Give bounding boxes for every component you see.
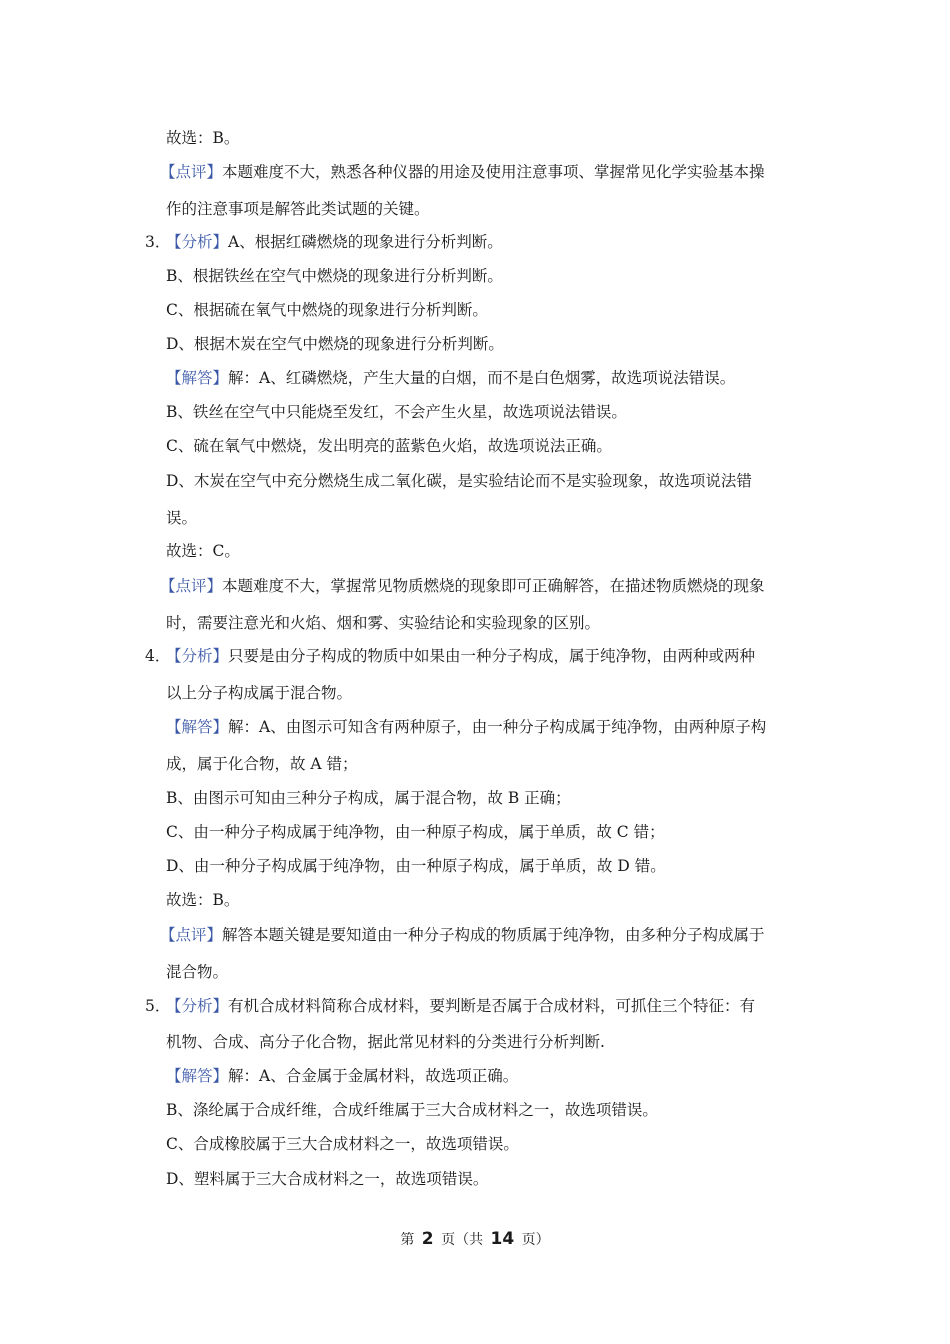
section-tag: 【解答】 <box>166 369 229 387</box>
footer-total-pages: 14 <box>490 1229 515 1249</box>
text-line <box>160 576 765 596</box>
line-text: 解：A、由图示可知含有两种原子，由一种分子构成属于纯净物，由两种原子构 <box>228 718 767 736</box>
page-footer <box>0 1229 950 1250</box>
text-line <box>166 890 239 910</box>
section-tag: 【解答】 <box>166 1067 229 1085</box>
text-line <box>166 300 488 320</box>
text-line <box>166 436 612 456</box>
text-line <box>166 996 755 1016</box>
section-tag: 【解答】 <box>166 718 229 736</box>
line-text: B、由图示可知由三种分子构成，属于混合物，故 B 正确； <box>166 789 571 807</box>
section-tag: 【点评】 <box>160 163 223 181</box>
text-line <box>166 1169 488 1189</box>
text-line <box>166 402 627 422</box>
text-line <box>166 683 352 703</box>
line-text: C、根据硫在氧气中燃烧的现象进行分析判断。 <box>166 301 488 319</box>
text-line <box>166 613 600 633</box>
section-tag: 【分析】 <box>166 647 229 665</box>
line-text: 时，需要注意光和火焰、烟和雾、实验结论和实验现象的区别。 <box>166 614 601 632</box>
line-text: 解：A、合金属于金属材料，故选项正确。 <box>228 1067 519 1085</box>
text-line <box>166 1032 605 1052</box>
line-text: 误。 <box>166 509 198 527</box>
line-text: 只要是由分子构成的物质中如果由一种分子构成，属于纯净物，由两种或两种 <box>228 647 756 665</box>
line-text: 机物、合成、高分子化合物，据此常见材料的分类进行分析判断. <box>166 1033 605 1051</box>
question-number: 4． <box>145 647 171 665</box>
line-text: 以上分子构成属于混合物。 <box>166 684 353 702</box>
line-text: C、硫在氧气中燃烧，发出明亮的蓝紫色火焰，故选项说法正确。 <box>166 437 612 455</box>
line-text: A、根据红磷燃烧的现象进行分析判断。 <box>228 233 503 251</box>
section-tag: 【分析】 <box>166 997 229 1015</box>
text-line <box>166 1066 518 1086</box>
footer-prefix: 第 <box>400 1232 415 1248</box>
line-text: B、根据铁丝在空气中燃烧的现象进行分析判断。 <box>166 267 503 285</box>
text-line <box>166 334 504 354</box>
section-tag: 【点评】 <box>160 577 223 595</box>
footer-suffix: 页） <box>521 1232 550 1248</box>
text-line <box>166 471 752 491</box>
question-number: 3． <box>145 233 171 251</box>
text-line <box>166 788 571 808</box>
footer-page-number: 2 <box>421 1229 434 1249</box>
text-line <box>166 541 240 561</box>
text-line <box>166 508 197 528</box>
text-line <box>166 232 503 252</box>
line-text: C、由一种分子构成属于纯净物，由一种原子构成，属于单质，故 C 错； <box>166 823 665 841</box>
text-line <box>166 1134 519 1154</box>
text-line <box>160 162 765 182</box>
line-text: B、涤纶属于合成纤维，合成纤维属于三大合成材料之一，故选项错误。 <box>166 1101 658 1119</box>
footer-middle: 页（共 <box>441 1232 484 1248</box>
line-text: D、由一种分子构成属于纯净物，由一种原子构成，属于单质，故 D 错。 <box>166 857 666 875</box>
line-text: D、木炭在空气中充分燃烧生成二氧化碳，是实验结论而不是实验现象，故选项说法错 <box>166 472 752 490</box>
line-text: D、塑料属于三大合成材料之一，故选项错误。 <box>166 1170 489 1188</box>
line-text: 有机合成材料简称合成材料，要判断是否属于合成材料，可抓住三个特征：有 <box>228 997 756 1015</box>
question-number: 5． <box>145 997 171 1015</box>
text-line <box>166 856 666 876</box>
line-text: 成，属于化合物，故 A 错； <box>166 755 358 773</box>
line-text: 混合物。 <box>166 963 229 981</box>
line-text: 本题难度不大，掌握常见物质燃烧的现象即可正确解答，在描述物质燃烧的现象 <box>222 577 765 595</box>
text-line <box>166 199 430 219</box>
line-text: 故选：B。 <box>166 129 240 147</box>
section-tag: 【分析】 <box>166 233 229 251</box>
text-line <box>166 266 503 286</box>
line-text: C、合成橡胶属于三大合成材料之一，故选项错误。 <box>166 1135 519 1153</box>
text-line <box>166 128 239 148</box>
text-line <box>166 822 665 842</box>
text-line <box>166 1100 658 1120</box>
line-text: 解：A、红磷燃烧，产生大量的白烟，而不是白色烟雾，故选项说法错误。 <box>228 369 736 387</box>
text-line <box>166 754 358 774</box>
line-text: B、铁丝在空气中只能烧至发红，不会产生火星，故选项说法错误。 <box>166 403 627 421</box>
text-line <box>166 717 766 737</box>
text-line <box>166 962 228 982</box>
line-text: 故选：C。 <box>166 542 240 560</box>
line-text: 本题难度不大，熟悉各种仪器的用途及使用注意事项、掌握常见化学实验基本操 <box>222 163 765 181</box>
text-line <box>166 368 735 388</box>
line-text: D、根据木炭在空气中燃烧的现象进行分析判断。 <box>166 335 504 353</box>
section-tag: 【点评】 <box>160 926 223 944</box>
text-line <box>160 925 765 945</box>
text-line <box>166 646 755 666</box>
line-text: 故选：B。 <box>166 891 240 909</box>
line-text: 作的注意事项是解答此类试题的关键。 <box>166 200 430 218</box>
line-text: 解答本题关键是要知道由一种分子构成的物质属于纯净物，由多种分子构成属于 <box>222 926 765 944</box>
